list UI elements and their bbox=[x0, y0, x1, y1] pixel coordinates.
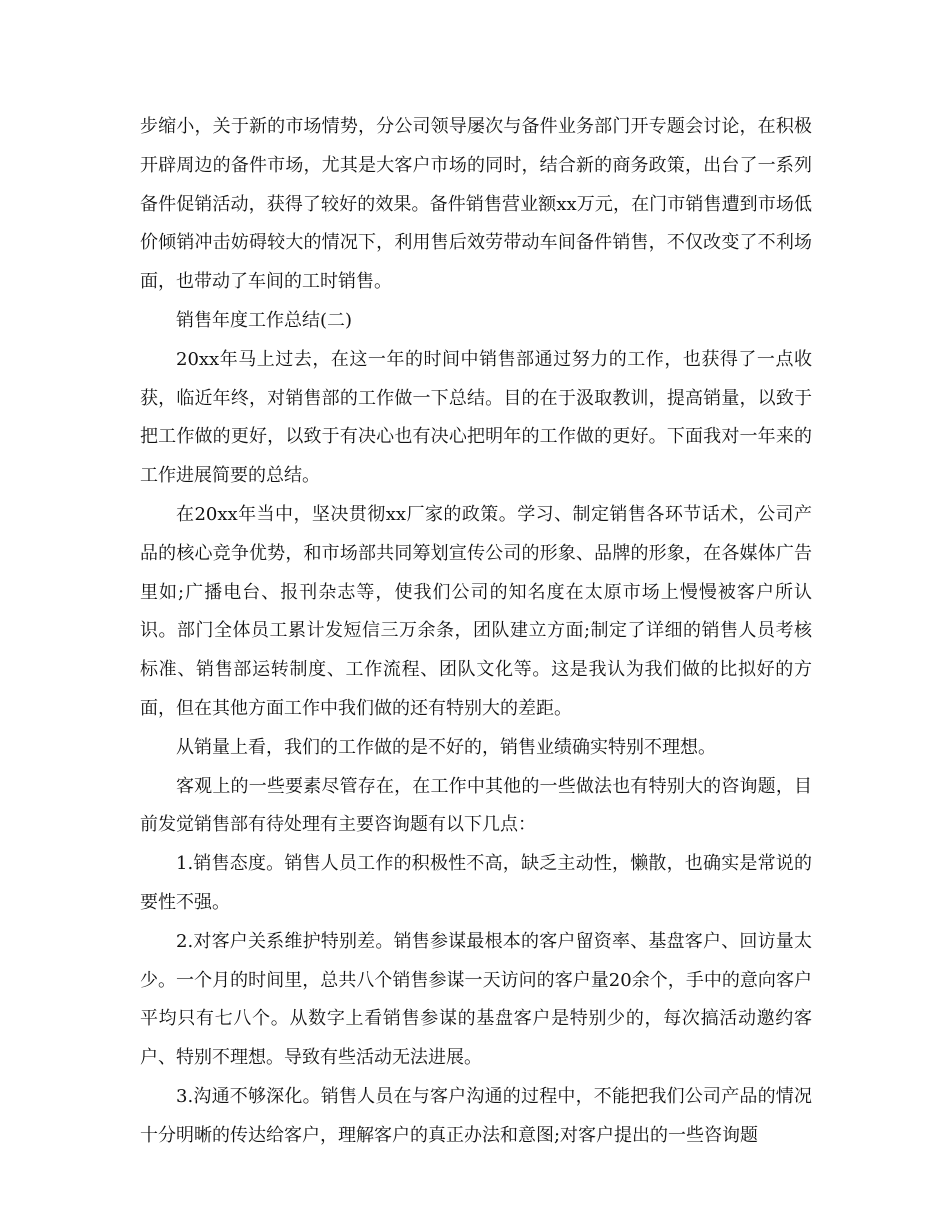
document-body bbox=[140, 108, 812, 1156]
list-item-3: 3.沟通不够深化。销售人员在与客户沟通的过程中，不能把我们公司产品的情况十分明晰的传达给客户，理解客户的真正办法和意图;对客户提出的一些咨询题 bbox=[140, 1085, 812, 1146]
section-heading: 销售年度工作总结(二) bbox=[176, 309, 353, 331]
list-item-1: 1.销售态度。销售人员工作的积极性不高，缺乏主动性，懒散，也确实是常说的要性不强。 bbox=[140, 853, 812, 913]
list-item-2: 2.对客户关系维护特别差。销售参谋最根本的客户留资率、基盘客户、回访量太少。一个月的时间里，总共八个销售参谋一天访问的客户量20余个，手中的意向客户平均只有七八个。从数字上看销售参谋的基盘客户是特别少的，每次搞活动邀约客户、特别不理想。导致有些活动无法进展。 bbox=[140, 930, 812, 1069]
paragraph-sales-volume: 从销量上看，我们的工作做的是不好的，销售业绩确实特别不理想。 bbox=[176, 736, 716, 758]
paragraph-problems-intro: 客观上的一些要素尽管存在，在工作中其他的一些做法也有特别大的咨询题，目前发觉销售部有待处理有主要咨询题有以下几点： bbox=[140, 775, 812, 836]
paragraph-intro: 20xx年马上过去，在这一年的时间中销售部通过努力的工作，也获得了一点收获，临近年终，对销售部的工作做一下总结。目的在于汲取教训，提高销量，以致于把工作做的更好，以致于有决心也有决心把明年的工作做的更好。下面我对一年来的工作进展简要的总结。 bbox=[140, 348, 812, 487]
paragraph-achievements: 在20xx年当中，坚决贯彻xx厂家的政策。学习、制定销售各环节话术，公司产品的核心竞争优势，和市场部共同筹划宣传公司的形象、品牌的形象，在各媒体广告里如;广播电台、报刊杂志等，使我们公司的知名度在太原市场上慢慢被客户所认识。部门全体员工累计发短信三万余条，团队建立方面;制定了详细的销售人员考核标准、销售部运转制度、工作流程、团队文化等。这是我认为我们做的比拟好的方面，但在其他方面工作中我们做的还有特别大的差距。 bbox=[140, 503, 812, 719]
paragraph-continuation: 步缩小，关于新的市场情势，分公司领导屡次与备件业务部门开专题会讨论，在积极开辟周边的备件市场，尤其是大客户市场的同时，结合新的商务政策，出台了一系列备件促销活动，获得了较好的效果。备件销售营业额xx万元，在门市销售遭到市场低价倾销冲击妨碍较大的情况下，利用售后效劳带动车间备件销售，不仅改变了不利场面，也带动了车间的工时销售。 bbox=[140, 116, 812, 293]
